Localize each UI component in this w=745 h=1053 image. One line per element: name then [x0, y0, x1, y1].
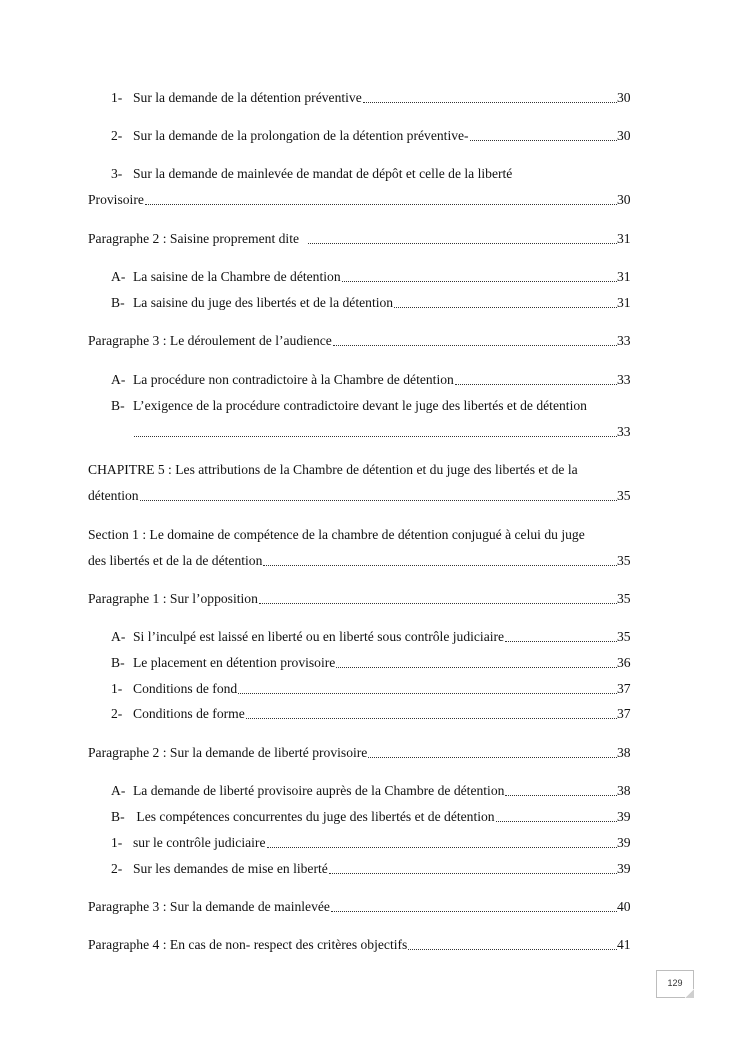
entry-page: 38 — [617, 745, 631, 760]
entry-number: 1- — [111, 90, 123, 105]
dot-leader — [368, 756, 617, 758]
dot-leader — [505, 794, 617, 796]
entry-page: 30 — [617, 128, 631, 143]
toc-entry — [88, 525, 648, 543]
toc-entry — [111, 126, 635, 144]
entry-number: A- — [111, 629, 126, 644]
entry-title: détention — [88, 488, 139, 503]
entry-title: Le placement en détention provisoire — [133, 655, 336, 670]
toc-entry — [111, 293, 635, 311]
entry-title: des libertés et de la de détention — [88, 553, 263, 568]
entry-title: Sur la demande de mainlevée de mandat de dépôt et celle de la liberté — [133, 166, 513, 181]
dot-leader — [455, 383, 617, 385]
toc-entry — [111, 88, 635, 106]
toc-entry — [133, 422, 635, 440]
toc-entry — [111, 704, 635, 722]
entry-title: Sur la demande de la détention préventive — [133, 90, 362, 105]
entry-page: 30 — [617, 90, 631, 105]
dot-leader — [134, 435, 617, 437]
entry-page: 31 — [617, 269, 631, 284]
entry-title: Conditions de forme — [133, 706, 245, 721]
entry-title: Paragraphe 4 : En cas de non- respect des critères objectifs — [88, 937, 408, 952]
entry-title: Section 1 : Le domaine de compétence de la chambre de détention conjugué à celui du juge — [88, 527, 585, 542]
entry-page: 39 — [617, 835, 631, 850]
toc-entry — [88, 897, 635, 915]
entry-title: La saisine du juge des libertés et de la détention — [133, 295, 394, 310]
entry-page: 35 — [617, 553, 631, 568]
dot-leader — [363, 101, 617, 103]
entry-page: 35 — [617, 591, 631, 606]
entry-page: 30 — [617, 192, 631, 207]
dot-leader — [259, 602, 617, 604]
entry-number: 2- — [111, 128, 123, 143]
toc-entry — [111, 859, 635, 877]
entry-page: 41 — [617, 937, 631, 952]
dot-leader — [267, 846, 618, 848]
entry-title: Provisoire — [88, 192, 144, 207]
toc-entry — [88, 460, 648, 478]
entry-title: Paragraphe 1 : Sur l’opposition — [88, 591, 258, 606]
entry-number: B- — [111, 295, 125, 310]
entry-page: 39 — [617, 861, 631, 876]
entry-page: 33 — [617, 372, 631, 387]
entry-number: 2- — [111, 861, 123, 876]
entry-page: 40 — [617, 899, 631, 914]
toc-entry — [88, 229, 635, 247]
dot-leader — [329, 872, 617, 874]
entry-page: 37 — [617, 681, 631, 696]
entry-title: Les compétences concurrentes du juge des libertés et de détention — [133, 809, 495, 824]
dot-leader — [263, 564, 617, 566]
entry-title: La procédure non contradictoire à la Chambre de détention — [133, 372, 454, 387]
dot-leader — [336, 666, 617, 668]
toc-entry — [111, 679, 635, 697]
entry-number: 1- — [111, 835, 123, 850]
dot-leader — [408, 948, 617, 950]
dot-leader — [308, 242, 617, 244]
entry-title: Si l’inculpé est laissé en liberté ou en liberté sous contrôle judiciaire — [133, 629, 505, 644]
entry-number: A- — [111, 269, 126, 284]
entry-title: Conditions de fond — [133, 681, 238, 696]
toc-entry — [111, 164, 635, 182]
toc-entry — [88, 935, 635, 953]
page-number: 129 — [667, 978, 683, 988]
dot-leader — [394, 306, 617, 308]
dot-leader — [496, 820, 617, 822]
entry-title: Paragraphe 2 : Saisine proprement dite — [88, 231, 300, 246]
entry-number: A- — [111, 372, 126, 387]
dot-leader — [238, 692, 617, 694]
entry-number: 3- — [111, 166, 123, 181]
entry-title: La saisine de la Chambre de détention — [133, 269, 341, 284]
toc-entry — [111, 807, 635, 825]
dot-leader — [331, 910, 617, 912]
dot-leader — [342, 280, 617, 282]
dot-leader — [140, 499, 617, 501]
dot-leader — [505, 640, 617, 642]
toc-entry — [111, 396, 651, 414]
toc-entry — [88, 190, 635, 208]
entry-number: B- — [111, 655, 125, 670]
entry-number: B- — [111, 809, 125, 824]
entry-page: 38 — [617, 783, 631, 798]
entry-title: sur le contrôle judiciaire — [133, 835, 266, 850]
toc-entry — [88, 743, 635, 761]
entry-title: CHAPITRE 5 : Les attributions de la Chambre de détention et du juge des libertés et de la — [88, 462, 578, 477]
entry-page: 37 — [617, 706, 631, 721]
entry-number: 2- — [111, 706, 123, 721]
entry-page: 35 — [617, 488, 631, 503]
toc-entry — [88, 486, 635, 504]
entry-number: 1- — [111, 681, 123, 696]
dot-leader — [246, 717, 617, 719]
toc-entry — [88, 331, 635, 349]
entry-page: 36 — [617, 655, 631, 670]
entry-page: 33 — [617, 424, 631, 439]
toc-entry — [111, 267, 635, 285]
entry-title: Sur la demande de la prolongation de la détention préventive- — [133, 128, 469, 143]
toc-entry — [111, 370, 635, 388]
toc-entry — [88, 551, 635, 569]
page-number-badge — [656, 970, 694, 998]
dot-leader — [145, 203, 617, 205]
dot-leader — [470, 139, 617, 141]
dot-leader — [333, 344, 617, 346]
entry-title: L’exigence de la procédure contradictoire devant le juge des libertés et de détention — [133, 398, 587, 413]
entry-page: 31 — [617, 231, 631, 246]
entry-title: Paragraphe 2 : Sur la demande de liberté provisoire — [88, 745, 368, 760]
entry-page: 39 — [617, 809, 631, 824]
toc-entry — [111, 781, 635, 799]
entry-number: A- — [111, 783, 126, 798]
entry-number: B- — [111, 398, 125, 413]
toc-entry — [88, 589, 635, 607]
entry-title: La demande de liberté provisoire auprès de la Chambre de détention — [133, 783, 505, 798]
entry-page: 33 — [617, 333, 631, 348]
entry-page: 35 — [617, 629, 631, 644]
entry-title: Paragraphe 3 : Sur la demande de mainlevée — [88, 899, 330, 914]
entry-title: Paragraphe 3 : Le déroulement de l’audience — [88, 333, 332, 348]
toc-entry — [111, 653, 635, 671]
entry-title: Sur les demandes de mise en liberté — [133, 861, 328, 876]
toc-entry — [111, 627, 635, 645]
toc-entry — [111, 833, 635, 851]
entry-page: 31 — [617, 295, 631, 310]
